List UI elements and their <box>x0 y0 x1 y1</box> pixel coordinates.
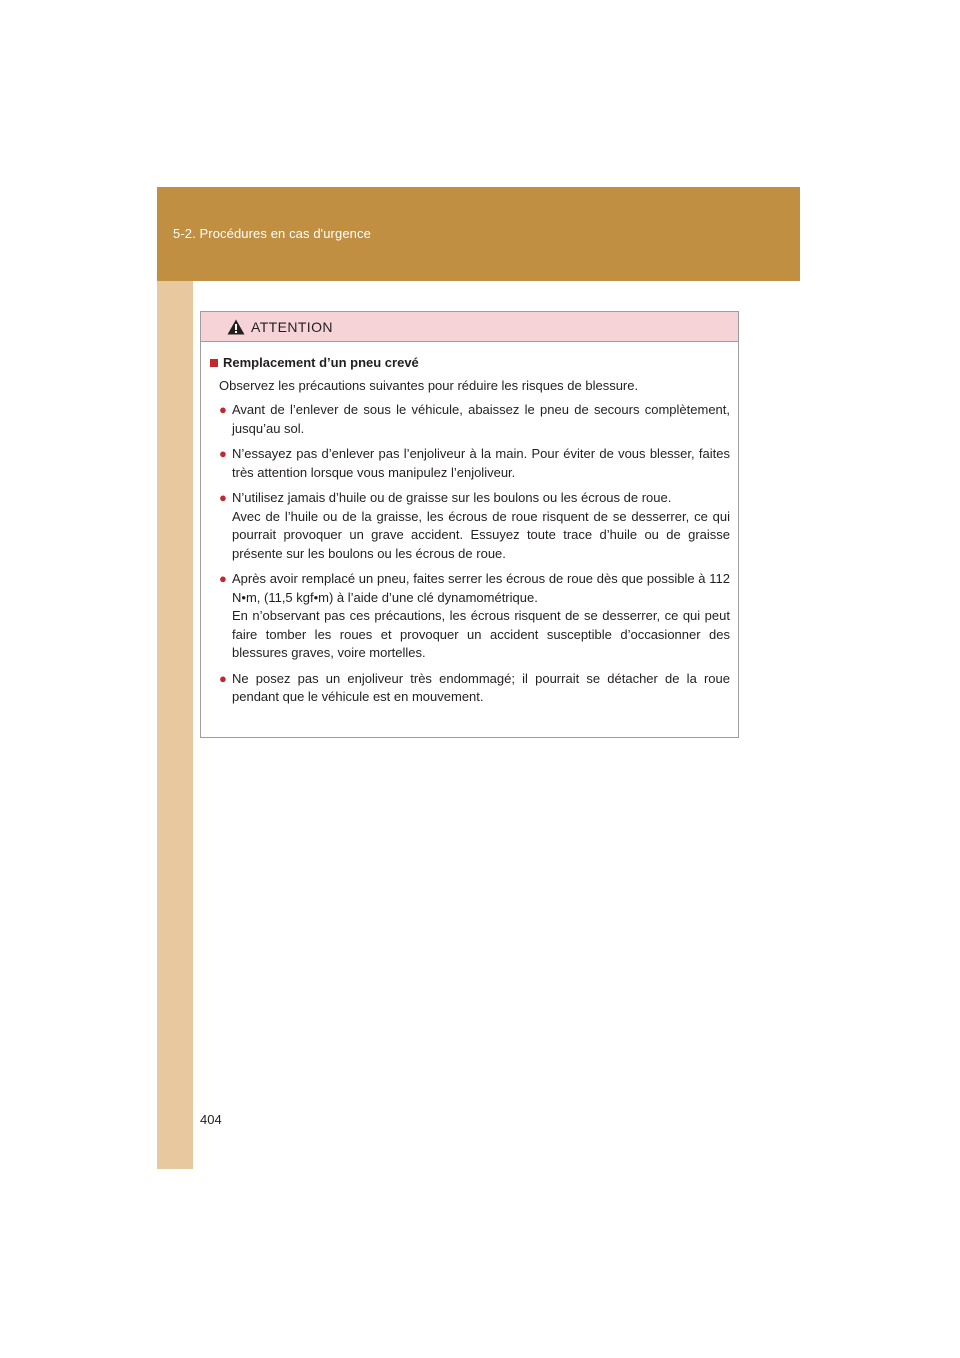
list-item <box>210 489 730 563</box>
list-item <box>210 570 730 663</box>
list-item <box>210 670 730 707</box>
list-item <box>210 401 730 438</box>
subheading-text: Remplacement d’un pneu crevé <box>223 355 419 370</box>
chapter-header-band <box>157 187 800 281</box>
attention-body <box>201 342 738 707</box>
circle-bullet-icon: ● <box>219 402 227 417</box>
circle-bullet-icon: ● <box>219 571 227 586</box>
page-side-strip <box>157 281 193 1169</box>
item-paragraph: N’essayez pas d’enlever pas l’enjoliveur à la main. Pour éviter de vous blesser, faites très attention lorsque vous manipulez l’enjoliveur. <box>232 446 730 480</box>
attention-box <box>200 311 739 738</box>
intro-text: Observez les précautions suivantes pour réduire les risques de blessure. <box>219 377 639 393</box>
list-item <box>210 445 730 482</box>
warning-icon <box>227 319 245 335</box>
page-number: 404 <box>200 1112 222 1127</box>
attention-label: ATTENTION <box>251 318 333 335</box>
attention-header <box>201 312 738 342</box>
item-paragraph: Ne posez pas un enjoliveur très endommagé; il pourrait se détacher de la roue pendant que le véhicule est en mouvement. <box>232 670 730 704</box>
section-title: 5-2. Procédures en cas d'urgence <box>173 226 371 241</box>
item-paragraph: Après avoir remplacé un pneu, faites serrer les écrous de roue dès que possible à 112 N•m, (11,5 kgf•m) à l’aide d’une clé dynamométrique. <box>232 571 730 605</box>
square-bullet-icon <box>210 359 218 367</box>
circle-bullet-icon: ● <box>219 446 227 461</box>
item-paragraph: N’utilisez jamais d’huile ou de graisse sur les boulons ou les écrous de roue. <box>232 490 672 505</box>
circle-bullet-icon: ● <box>219 490 227 505</box>
item-paragraph: Avec de l’huile ou de la graisse, les écrous de roue risquent de se desserrer, ce qui pourrait provoquer un grave accident. Essuyez toute trace d’huile ou de graisse présente sur les boulons ou les écrous de roue. <box>232 508 730 561</box>
item-paragraph: Avant de l’enlever de sous le véhicule, abaissez le pneu de secours complètement, jusqu’au sol. <box>232 402 730 436</box>
item-paragraph: En n’observant pas ces précautions, les écrous risquent de se desserrer, ce qui peut faire tomber les roues et provoquer un accident susceptible d’occasionner des blessures graves, voire mortelles. <box>232 608 730 660</box>
subheading <box>210 354 730 373</box>
circle-bullet-icon: ● <box>219 670 227 686</box>
